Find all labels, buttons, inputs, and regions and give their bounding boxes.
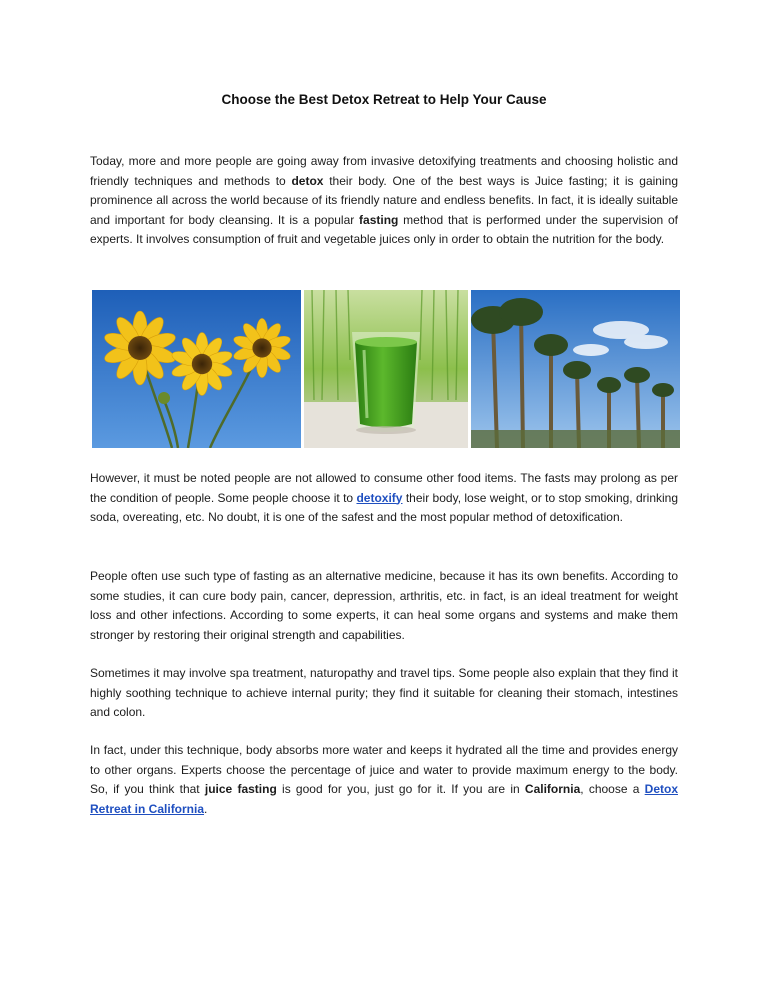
paragraph-benefits: People often use such type of fasting as an alternative medicine, because it has its own benefits. According to some studies, it can cure body pain, cancer, depression, arthritis, etc. in fact, is an ideal treatment for weight loss and other infections. According to some experts, it can heal some organs and systems and make them stronger by restoring their original strength and capabilities. [90,569,678,642]
text-run: However, it must be noted people are not allowed to consume other food items. The fasts may prolong as per the condition of people. Some people choose it to [90,471,678,505]
bold-term: fasting [359,212,399,227]
paragraph-spa: Sometimes it may involve spa treatment, naturopathy and travel tips. Some people also explain that they find it highly soothing technique to achieve internal purity; they find it suitable for cleaning their stomach, intestines and colon. [90,666,678,719]
image-strip [92,290,680,448]
text-run: their body. One of the best ways is Juice fasting; it is gaining prominence all across the world because of its friendly nature and endless benefits. In fact, it is ideally suitable and important for body cleansing. It is a popular [90,173,678,227]
bold-term: California [524,782,581,796]
text-run: their body, lose weight, or to stop smoking, drinking soda, overeating, etc. No doubt, it is one of the safest and the most popular method of detoxification. [90,490,679,524]
detoxify-link[interactable]: detoxify [356,490,403,505]
text-run: . [204,801,208,816]
paragraph-intro [90,152,678,250]
palm-trees-photo [471,290,680,448]
yellow-flowers-photo [92,290,301,448]
detox-retreat-california-link[interactable]: Detox Retreat in California [90,782,678,816]
bold-term: detox [291,173,324,188]
text-run: is good for you, just go for it. If you are in [276,782,525,796]
text-run: , choose a [580,782,645,796]
bold-term: juice fasting [204,782,277,796]
text-run: In fact, under this technique, body absorbs more water and keeps it hydrated all the time and provides energy to other organs. Experts choose the percentage of juice and water to provide maximum energy to the body. So, if you think that [90,743,678,796]
green-juice-glass-photo [304,290,468,448]
text-run: method that is performed under the supervision of experts. It involves consumption of fruit and vegetable juices only in order to obtain the nutrition for the body. [90,212,678,246]
page-title: Choose the Best Detox Retreat to Help Your Cause [221,92,547,107]
text-run: Today, more and more people are going away from invasive detoxifying treatments and choosing holistic and friendly techniques and methods to [90,154,678,188]
paragraph-conclusion [90,741,678,819]
paragraph-prolong [90,469,678,528]
